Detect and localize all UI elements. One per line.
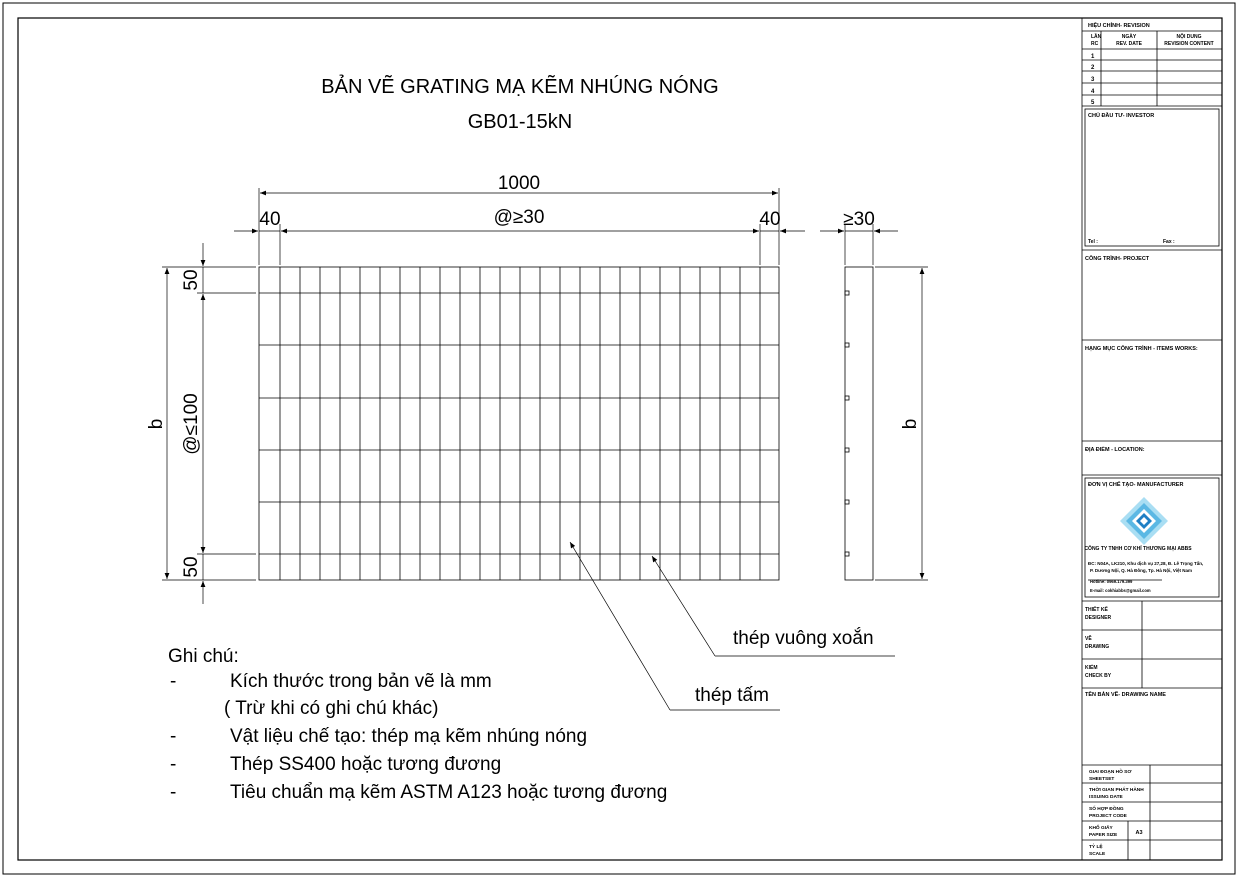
title-block-text <box>1084 21 1213 857</box>
side-bar-dot <box>845 448 849 452</box>
drawing-title: BẢN VẼ GRATING MẠ KẼM NHÚNG NÓNG <box>321 76 719 98</box>
dimension-labels <box>146 173 921 578</box>
dim-edge-left: 40 <box>259 209 281 230</box>
dim-edge-top: 50 <box>181 269 202 291</box>
grating-plan-view <box>259 267 779 580</box>
note-bullet: - <box>170 726 177 747</box>
issuing-label-en: ISSUING DATE <box>1089 795 1123 800</box>
dim-bearing-pitch: @≥30 <box>493 207 545 228</box>
side-bar-dot <box>845 500 849 504</box>
paper-label-en: PAPER SIZE <box>1089 833 1118 838</box>
side-bar-dot <box>845 396 849 400</box>
company-logo <box>1120 497 1168 545</box>
grating-side-view <box>845 267 873 580</box>
dim-cross-pitch: @≤100 <box>181 393 202 455</box>
note-bullet: - <box>170 754 177 775</box>
rev-row-number: 4 <box>1091 89 1095 95</box>
rev-col-no: LẦN <box>1091 34 1102 40</box>
cross-bars <box>259 293 779 554</box>
note-line: Kích thước trong bản vẽ là mm <box>230 671 492 692</box>
notes-block <box>168 646 667 803</box>
location-label: ĐỊA ĐIỂM - LOCATION: <box>1085 447 1145 453</box>
rev-col-date2: REV. DATE <box>1116 41 1142 47</box>
designer-label-en: DESIGNER <box>1085 615 1112 621</box>
revision-heading: HIỆU CHỈNH- REVISION <box>1088 23 1150 29</box>
company-address: ĐC: N04A, LK210, Khu dịch vụ 27,28, Đ. Lê Trọng Tấn, <box>1088 561 1204 566</box>
note-bullet: - <box>170 671 177 692</box>
notes-heading: Ghi chú: <box>168 646 239 667</box>
rev-col-content: NỘI DUNG <box>1176 34 1202 40</box>
dim-edge-bottom: 50 <box>181 556 202 578</box>
side-bar-dot <box>845 291 849 295</box>
paper-label: KHỔ GIẤY <box>1089 826 1113 831</box>
callout-flat-bar: thép tấm <box>695 685 769 706</box>
drawing-label-en: DRAWING <box>1085 644 1110 650</box>
sheet-label: GIAI ĐOẠN HỒ SƠ <box>1089 770 1132 775</box>
rev-row-number: 5 <box>1091 100 1095 106</box>
paper-value: A3 <box>1135 830 1143 836</box>
designer-label: THIẾT KẾ <box>1085 607 1108 613</box>
rev-row-number: 1 <box>1091 54 1095 60</box>
scale-label-en: SCALE <box>1089 852 1106 857</box>
rev-col-date: NGÀY <box>1121 34 1137 40</box>
company-address: P. Dương Nội, Q. Hà Đông, Tp. Hà Nội, Việt Nam <box>1090 568 1193 573</box>
drawing-code: GB01-15kN <box>467 111 573 133</box>
contract-label-en: PROJECT CODE <box>1089 814 1127 819</box>
callout-twisted-bar: thép vuông xoắn <box>733 628 874 649</box>
company-hotline: Hotline: 0969.179.399 <box>1090 579 1133 584</box>
side-bar-dot <box>845 552 849 556</box>
rev-row-number: 3 <box>1091 77 1095 83</box>
project-label: CÔNG TRÌNH- PROJECT <box>1085 256 1150 262</box>
drawing-label: VẼ <box>1085 636 1092 642</box>
manufacturer-label: ĐƠN VỊ CHẾ TẠO- MANUFACTURER <box>1088 482 1184 488</box>
note-bullet: - <box>170 782 177 803</box>
note-line: Tiêu chuẩn mạ kẽm ASTM A123 hoặc tương đương <box>230 782 668 803</box>
tel-label: Tel : <box>1088 239 1098 245</box>
scale-label: TỶ LỆ <box>1089 845 1103 850</box>
bearing-bars <box>280 267 760 580</box>
note-line: Vật liệu chế tạo: thép mạ kẽm nhúng nóng <box>230 726 588 747</box>
grating-outline <box>259 267 779 580</box>
investor-label: CHỦ ĐẦU TƯ- INVESTOR <box>1088 113 1155 119</box>
dim-height-left: b <box>146 418 167 430</box>
items-label: HẠNG MỤC CÔNG TRÌNH - ITEMS WORKS: <box>1085 346 1198 352</box>
contract-label: SỐ HỢP ĐỒNG <box>1089 807 1124 812</box>
issuing-label: THỜI GIAN PHÁT HÀNH <box>1089 788 1144 793</box>
dim-height-right: b <box>900 418 921 430</box>
title-block <box>1082 18 1222 860</box>
rev-col-no2: RC <box>1091 41 1099 47</box>
sheet-label-en: SHEETSET <box>1089 777 1115 782</box>
drawing-name-label: TÊN BẢN VẼ- DRAWING NAME <box>1085 692 1166 698</box>
dimension-lines <box>162 188 928 604</box>
check-label: KIỂM <box>1085 665 1098 671</box>
rev-col-content2: REVISION CONTENT <box>1164 41 1214 47</box>
company-name: CÔNG TY TNHH CƠ KHÍ THƯƠNG MẠI ABBS <box>1084 546 1192 552</box>
fax-label: Fax : <box>1163 239 1175 245</box>
note-line: ( Trừ khi có ghi chú khác) <box>224 698 439 719</box>
dim-total-width: 1000 <box>497 173 541 194</box>
dim-side-pitch: ≥30 <box>843 209 875 230</box>
company-email: E-mail: cokhiabbs@gmail.com <box>1090 588 1151 593</box>
side-bar-dot <box>845 343 849 347</box>
check-label-en: CHECK BY <box>1085 673 1112 679</box>
dim-edge-right: 40 <box>759 209 781 230</box>
side-outline <box>845 267 873 580</box>
rev-row-number: 2 <box>1091 65 1095 71</box>
note-line: Thép SS400 hoặc tương đương <box>230 754 502 775</box>
